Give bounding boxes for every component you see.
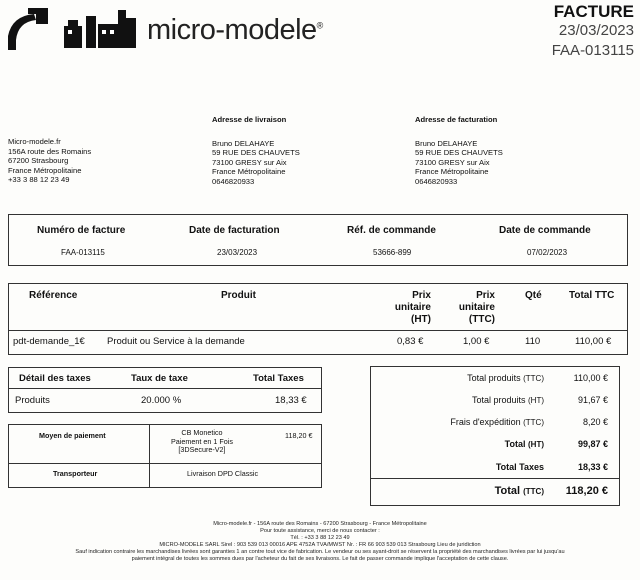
footer: Micro-modele.fr - 156A route des Romains - 67200 Strasbourg - France Métropolitaine Pour toute assistance, merci de nous contacter : Tél. : +33 3 88 12 23 49 MICRO-MODELE SARL Sirel : 903 539 013 00016 APE 4752A TVA/MWST Nr. : FR 66 903 539 013 Strasbourg Lieu de juridiction Sauf indication contraire les marchandises livrées sont garanties 1 an contre tout vice de fabrication. Le vendeur ou ses ayant-droit se réservent la propriété des marchandises livrées par lui jusqu'au paiement intégral de toutes les sommes dues par l'acheteur du fait de ses livraisons. Le fait de passer commande implique l'acceptation de cette clause. <box>75 521 565 562</box>
invoice-summary-box <box>8 214 628 266</box>
total-ht-row: Total (HT) 99,87 € <box>504 439 608 449</box>
tax-header-rate: Taux de taxe <box>131 373 188 384</box>
payment-table <box>8 424 322 488</box>
invoice-title: FACTURE <box>553 2 634 21</box>
tax-row-total: 18,33 € <box>275 395 307 406</box>
payment-method-label: Moyen de paiement <box>39 431 106 440</box>
summary-value-invoice-date: 23/03/2023 <box>217 248 258 257</box>
products-table <box>8 283 628 355</box>
row-product: Produit ou Service à la demande <box>107 336 245 347</box>
row-reference: pdt-demande_1€ <box>13 336 85 347</box>
col-quantity: Qté <box>525 290 542 301</box>
brand-name: micro-modele® <box>147 14 323 46</box>
summary-value-invoice-number: FAA-013115 <box>61 248 105 257</box>
summary-header-invoice-number: Numéro de facture <box>37 225 126 236</box>
summary-header-invoice-date: Date de facturation <box>189 225 280 236</box>
billing-address: Adresse de facturation Bruno DELAHAYE 59 RUE DES CHAUVETS 73100 GRESY sur Aix France Métropolitaine 0646820933 <box>415 115 503 186</box>
row-unit-price-ht: 0,83 € <box>397 336 424 347</box>
summary-value-order-ref: 53666-899 <box>373 248 412 257</box>
tax-header-detail: Détail des taxes <box>19 373 91 384</box>
delivery-address: Adresse de livraison Bruno DELAHAYE 59 RUE DES CHAUVETS 73100 GRESY sur Aix France Métropolitaine 0646820933 <box>212 115 300 186</box>
total-products-ttc: 110,00 € <box>573 373 608 383</box>
summary-header-order-ref: Réf. de commande <box>347 225 436 236</box>
carrier-label: Transporteur <box>53 469 98 478</box>
seller-address: Micro-modele.fr 156A route des Romains 67200 Strasbourg France Métropolitaine +33 3 88 12 23 49 <box>8 137 92 184</box>
total-ttc-row: Total (TTC) 118,20 € <box>494 485 608 497</box>
col-reference: Référence <box>29 290 78 301</box>
tax-header-total: Total Taxes <box>253 373 304 384</box>
summary-header-order-date: Date de commande <box>499 225 591 236</box>
total-products-ht-row: Total produits (HT) 91,67 € <box>471 395 608 405</box>
row-quantity: 110 <box>525 336 541 347</box>
total-products-ttc-row: Total produits (TTC) 110,00 € <box>467 373 608 383</box>
delivery-heading: Adresse de livraison <box>212 115 287 124</box>
carrier-name: Livraison DPD Classic <box>187 469 259 478</box>
tax-row-label: Produits <box>15 395 50 406</box>
invoice-number: FAA-013115 <box>551 42 634 59</box>
row-unit-price-ttc: 1,00 € <box>463 336 490 347</box>
summary-value-order-date: 07/02/2023 <box>527 248 568 257</box>
billing-heading: Adresse de facturation <box>415 115 498 124</box>
payment-method: CB Monetico Paiement en 1 Fois [3DSecure-V2] <box>171 428 233 454</box>
total-ttc: 118,20 € <box>565 485 608 497</box>
total-ht: 99,87 € <box>577 439 608 449</box>
total-taxes-row: Total Taxes 18,33 € <box>495 462 608 472</box>
invoice-date: 23/03/2023 <box>558 22 634 39</box>
tax-row-rate: 20.000 % <box>141 395 182 406</box>
tax-detail-table <box>8 367 322 413</box>
col-product: Produit <box>221 290 256 301</box>
col-total-ttc: Total TTC <box>569 290 615 301</box>
total-taxes: 18,33 € <box>577 462 608 472</box>
col-unit-price-ttc: Prix unitaire (TTC) <box>458 290 495 325</box>
col-unit-price-ht: Prix unitaire (HT) <box>394 290 431 325</box>
shipping-row: Frais d'expédition (TTC) 8,20 € <box>450 417 608 427</box>
payment-amount: 118,20 € <box>285 431 313 440</box>
shipping-cost: 8,20 € <box>582 417 608 427</box>
row-total-ttc: 110,00 € <box>575 336 612 347</box>
brand-logo-icon <box>6 6 136 50</box>
total-products-ht: 91,67 € <box>577 395 608 405</box>
